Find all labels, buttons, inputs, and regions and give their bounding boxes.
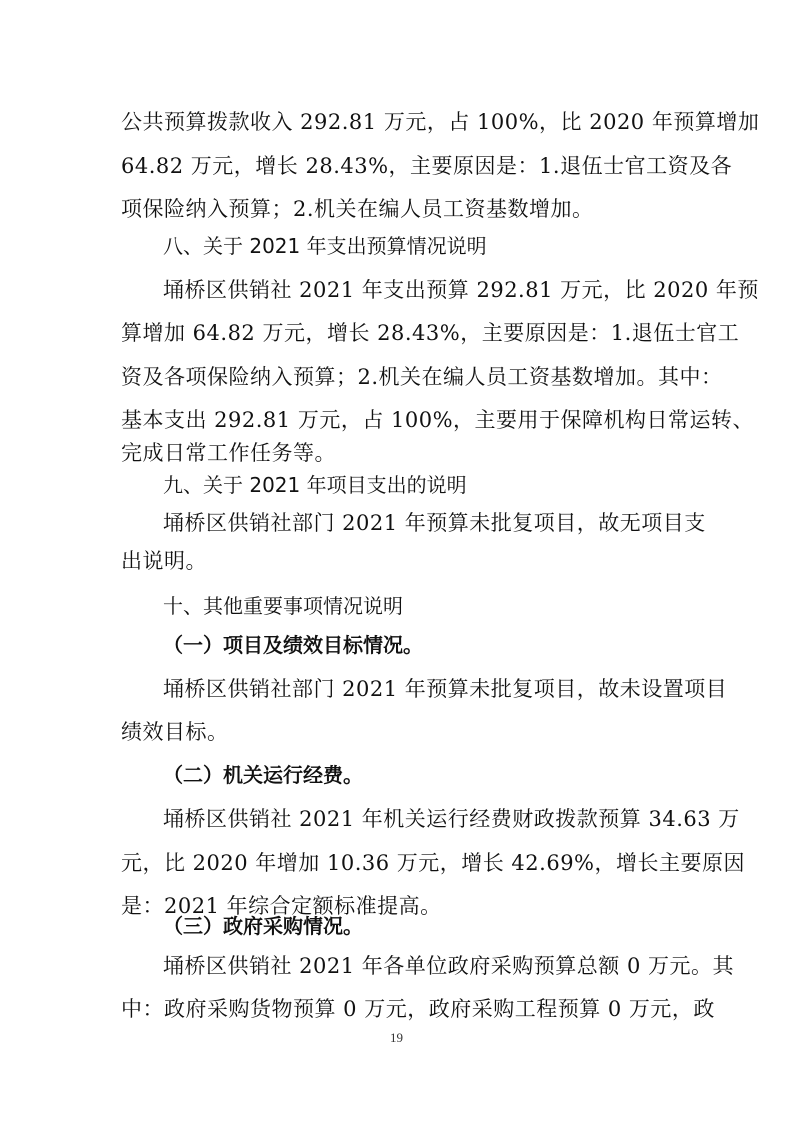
paragraph-line: 埇桥区供销社 2021 年各单位政府采购预算总额 0 万元。其 [163,954,735,978]
paragraph-line: 算增加 64.82 万元，增长 28.43%，主要原因是：1.退伍士官工 [121,321,740,345]
paragraph-line: 资及各项保险纳入预算；2.机关在编人员工资基数增加。其中： [121,365,723,389]
section-heading-8: 八、关于 2021 年支出预算情况说明 [163,234,487,258]
paragraph-line: 绩效目标。 [121,720,229,744]
subsection-heading-3: （三）政府采购情况。 [163,914,363,938]
paragraph-line: 完成日常工作任务等。 [121,441,336,465]
paragraph-line: 是：2021 年综合定额标准提高。 [121,894,442,918]
paragraph-line: 埇桥区供销社部门 2021 年预算未批复项目，故未设置项目 [163,677,728,701]
paragraph-line: 埇桥区供销社 2021 年支出预算 292.81 万元，比 2020 年预 [163,278,759,302]
paragraph-line: 出说明。 [121,549,207,573]
paragraph-line: 埇桥区供销社 2021 年机关运行经费财政拨款预算 34.63 万 [163,807,740,831]
section-heading-10: 十、其他重要事项情况说明 [163,594,403,618]
subsection-heading-1: （一）项目及绩效目标情况。 [163,633,423,657]
paragraph-line: 基本支出 292.81 万元，占 100%，主要用于保障机构日常运转、 [121,408,755,432]
paragraph-line: 项保险纳入预算；2.机关在编人员工资基数增加。 [121,197,594,221]
paragraph-line: 64.82 万元，增长 28.43%，主要原因是：1.退伍士官工资及各 [121,154,733,178]
paragraph-line: 元，比 2020 年增加 10.36 万元，增长 42.69%，增长主要原因 [121,851,746,875]
page-number: 19 [390,1030,403,1045]
paragraph-line: 埇桥区供销社部门 2021 年预算未批复项目，故无项目支 [163,511,706,535]
paragraph-line: 中：政府采购货物预算 0 万元，政府采购工程预算 0 万元，政 [121,997,715,1021]
subsection-heading-2: （二）机关运行经费。 [163,763,363,787]
paragraph-line: 公共预算拨款收入 292.81 万元，占 100%，比 2020 年预算增加 [121,110,760,134]
section-heading-9: 九、关于 2021 年项目支出的说明 [163,473,467,497]
